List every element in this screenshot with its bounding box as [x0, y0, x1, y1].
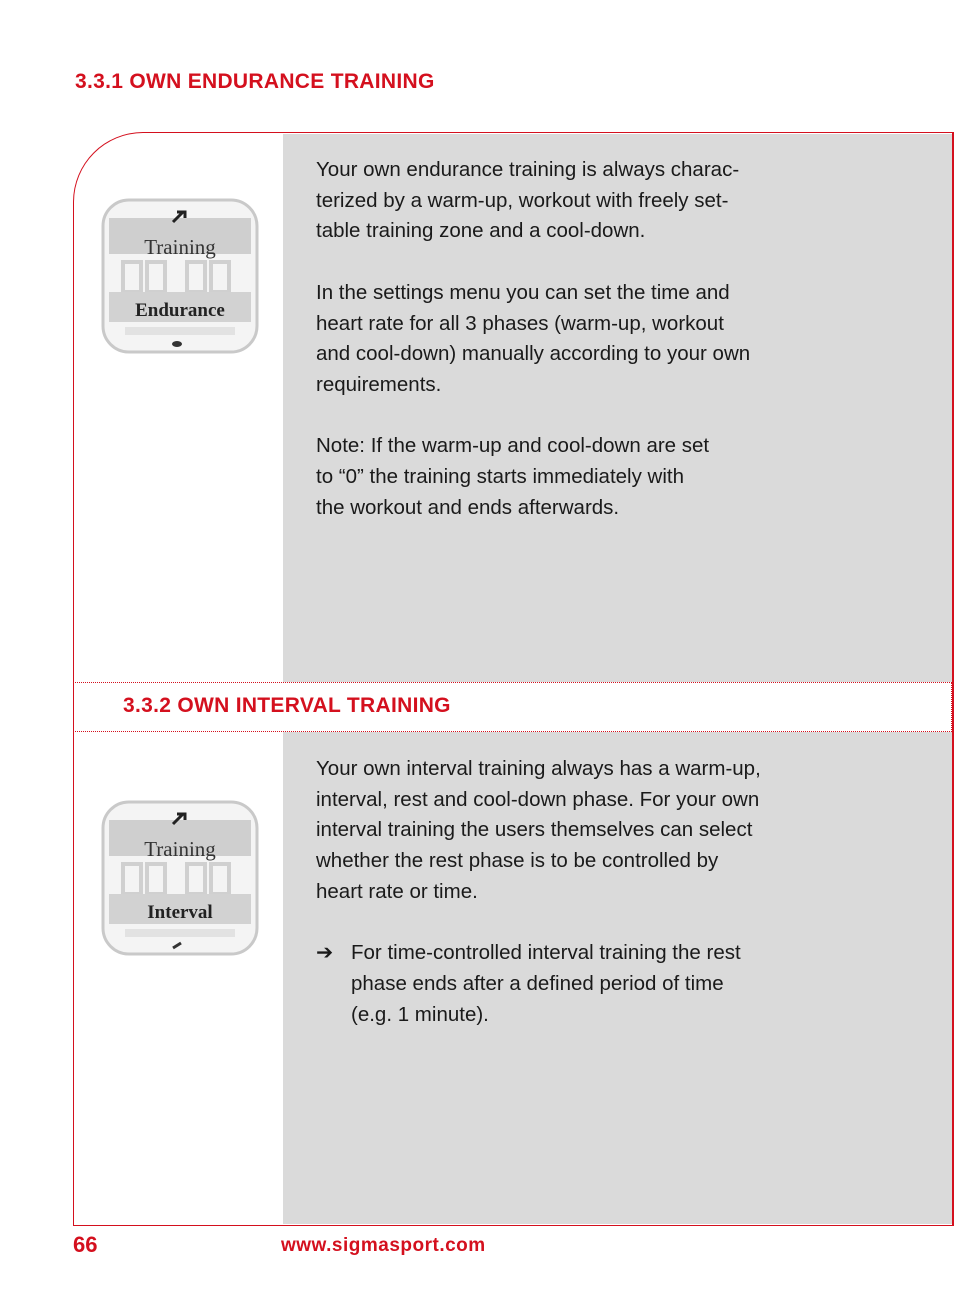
bullet-item	[316, 938, 856, 1030]
endurance-text	[316, 155, 856, 554]
page-number: 66	[73, 1232, 98, 1257]
bullet-text: For time-controlled interval training the rest phase ends after a defined period of time (e.g. 1 minute).	[351, 941, 741, 1026]
display-bottom-label: Interval	[147, 902, 213, 923]
display-top-label: Training	[144, 837, 216, 861]
display-top-label: Training	[144, 235, 216, 259]
display-bottom-label: Endurance	[135, 300, 225, 321]
paragraph: Your own endurance training is always charac- terized by a warm-up, workout with freely set- table training zone and a cool-down.	[316, 158, 740, 243]
section-heading-interval: 3.3.2 OWN INTERVAL TRAINING	[123, 694, 451, 717]
arrow-right-icon: ➔	[316, 941, 334, 965]
section-heading-endurance: 3.3.1 OWN ENDURANCE TRAINING	[75, 70, 435, 93]
device-display-endurance-icon	[95, 192, 265, 362]
frame-right-border	[952, 132, 954, 1226]
note-paragraph: Note: If the warm-up and cool-down are set to “0” the training starts immediately with the workout and ends afterwards.	[316, 434, 710, 519]
footer-url-link[interactable]: www.sigmasport.com	[281, 1235, 486, 1256]
paragraph: In the settings menu you can set the time and heart rate for all 3 phases (warm-up, workout and cool-down) manually according to your own requirements.	[316, 280, 751, 396]
paragraph: Your own interval training always has a warm-up, interval, rest and cool-down phase. For your own interval training the users themselves can select whether the rest phase is to be controlled by heart rate or time.	[316, 757, 761, 903]
interval-text	[316, 754, 856, 1030]
device-display-interval-icon	[95, 794, 265, 964]
